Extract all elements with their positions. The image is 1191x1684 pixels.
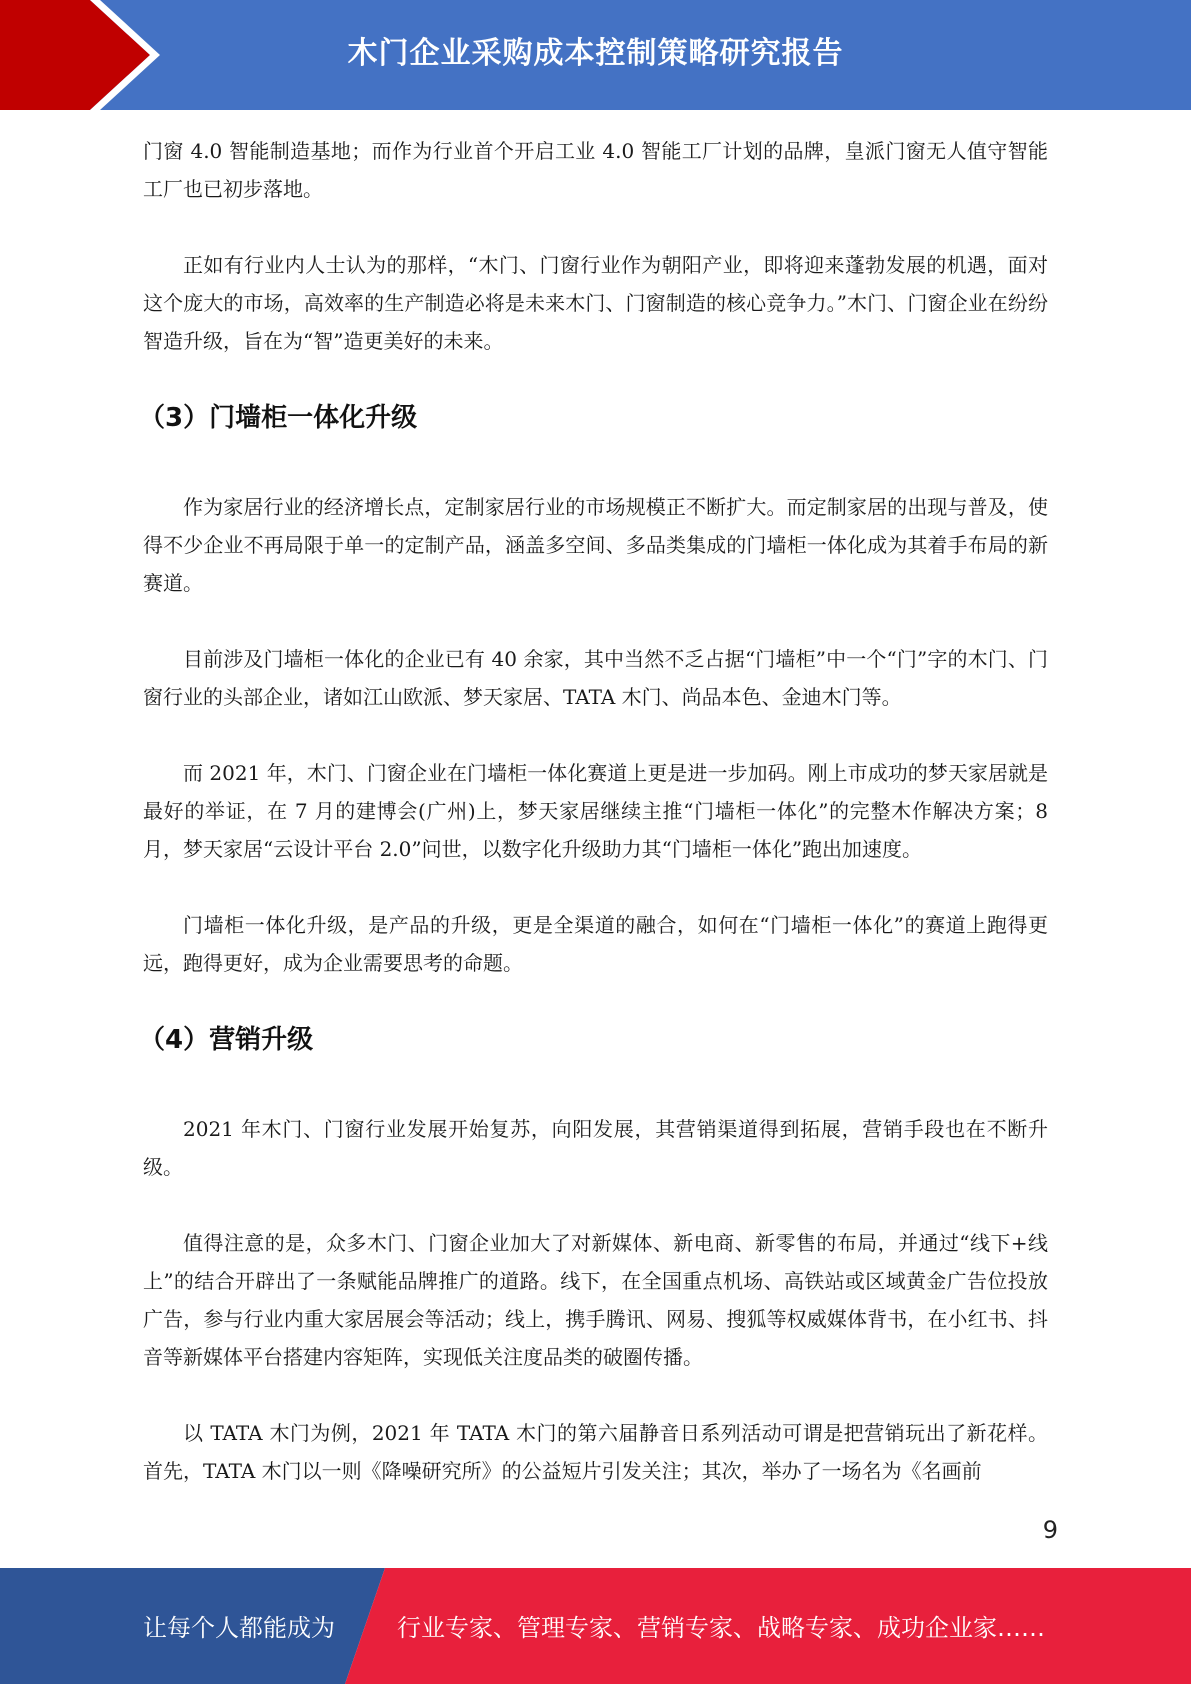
section-heading: （4）营销升级 <box>139 1025 314 1055</box>
paragraph: 以 TATA 木门为例，2021 年 TATA 木门的第六届静音日系列活动可谓是把营销玩出了新花样。首先，TATA 木门以一则《降噪研究所》的公益短片引发关注；其次，举办了一场名为《名画前 <box>143 1421 1048 1483</box>
footer-slogan-right: 行业专家、管理专家、营销专家、战略专家、成功企业家…… <box>397 1614 1045 1642</box>
paragraph: 门窗 4.0 智能制造基地；而作为行业首个开启工业 4.0 智能工厂计划的品牌，皇派门窗无人值守智能工厂也已初步落地。 <box>143 139 1048 201</box>
paragraph: 2021 年木门、门窗行业发展开始复苏，向阳发展，其营销渠道得到拓展，营销手段也在不断升级。 <box>143 1117 1048 1179</box>
paragraph: 目前涉及门墙柜一体化的企业已有 40 余家，其中当然不乏占据“门墙柜”中一个“门”字的木门、门窗行业的头部企业，诸如江山欧派、梦天家居、TATA 木门、尚品本色、金迪木门等。 <box>143 647 1048 709</box>
paragraph: 作为家居行业的经济增长点，定制家居行业的市场规模正不断扩大。而定制家居的出现与普及，使得不少企业不再局限于单一的定制产品，涵盖多空间、多品类集成的门墙柜一体化成为其着手布局的新赛道。 <box>143 495 1048 595</box>
page-number: 9 <box>1042 1516 1058 1544</box>
paragraph: 门墙柜一体化升级，是产品的升级，更是全渠道的融合，如何在“门墙柜一体化”的赛道上跑得更远，跑得更好，成为企业需要思考的命题。 <box>143 913 1048 975</box>
header-title: 木门企业采购成本控制策略研究报告 <box>347 36 844 71</box>
section-heading: （3）门墙柜一体化升级 <box>139 403 418 433</box>
document-body <box>139 132 1048 1528</box>
paragraph: 而 2021 年，木门、门窗企业在门墙柜一体化赛道上更是进一步加码。刚上市成功的梦天家居就是最好的举证，在 7 月的建博会(广州)上，梦天家居继续主推“门墙柜一体化”的完整木作解决方案；8 月，梦天家居“云设计平台 2.0”问世，以数字化升级助力其“门墙柜一体化”跑出加速度。 <box>143 761 1048 861</box>
footer-slogan-left: 让每个人都能成为 <box>143 1614 335 1642</box>
paragraph: 值得注意的是，众多木门、门窗企业加大了对新媒体、新电商、新零售的布局，并通过“线下+线上”的结合开辟出了一条赋能品牌推广的道路。线下，在全国重点机场、高铁站或区域黄金广告位投放广告，参与行业内重大家居展会等活动；线上，携手腾讯、网易、搜狐等权威媒体背书，在小红书、抖音等新媒体平台搭建内容矩阵，实现低关注度品类的破圈传播。 <box>143 1231 1048 1369</box>
page-header <box>0 0 1191 110</box>
paragraph: 正如有行业内人士认为的那样，“木门、门窗行业作为朝阳产业，即将迎来蓬勃发展的机遇，面对这个庞大的市场，高效率的生产制造必将是未来木门、门窗制造的核心竞争力。”木门、门窗企业在纷纷智造升级，旨在为“智”造更美好的未来。 <box>143 253 1048 353</box>
page-footer <box>0 1568 1191 1684</box>
